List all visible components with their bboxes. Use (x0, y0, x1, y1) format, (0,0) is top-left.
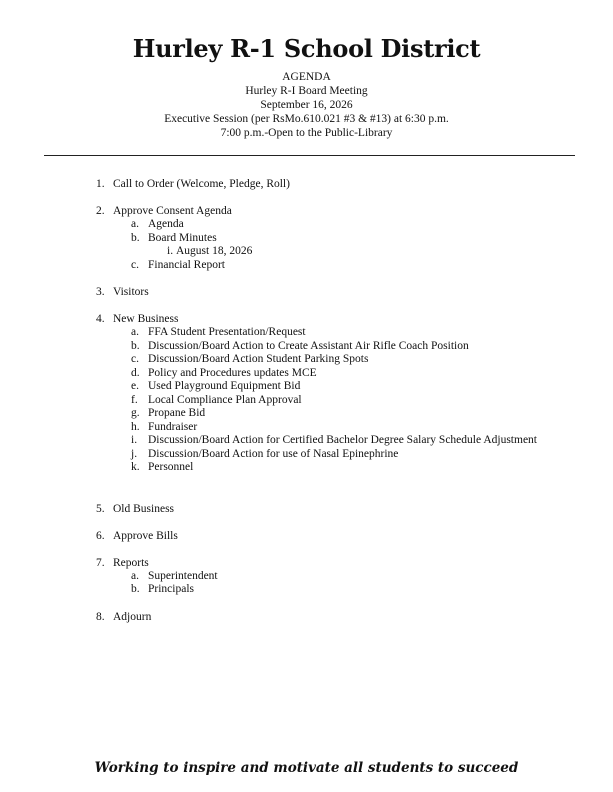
item-number: 4. (96, 313, 105, 325)
agenda-item (0, 610, 613, 624)
meeting-name: Hurley R-I Board Meeting (245, 85, 368, 97)
agenda-subitem (0, 461, 613, 475)
footer-motto: Working to inspire and motivate all students to succeed (94, 760, 519, 776)
subitem-letter: d. (131, 366, 140, 379)
subitem-letter: b. (131, 231, 140, 244)
agenda-subitem (0, 421, 613, 435)
document-header (0, 34, 613, 140)
subitem-label: Discussion/Board Action Student Parking Spots (148, 353, 369, 365)
subitem-label: Local Compliance Plan Approval (148, 393, 302, 406)
agenda-subitem (0, 407, 613, 421)
subitem-label: Agenda (148, 218, 184, 230)
agenda-label: AGENDA (282, 71, 331, 83)
agenda-subitem (0, 367, 613, 381)
item-number: 7. (96, 556, 105, 569)
item-label: Old Business (113, 502, 175, 515)
agenda-subitem (0, 340, 613, 354)
agenda-item (0, 556, 613, 570)
subitem-letter: e. (131, 380, 139, 392)
subitem-label: Financial Report (148, 258, 225, 271)
agenda-subitem (0, 380, 613, 394)
subitem-letter: h. (131, 420, 140, 433)
subitem-letter: f. (131, 393, 138, 406)
subitem-label: Board Minutes (148, 231, 217, 244)
item-label: Reports (113, 556, 149, 569)
agenda-subitem (0, 326, 613, 340)
subitem-letter: j. (131, 447, 138, 460)
agenda-item (0, 177, 613, 191)
item-number: 5. (96, 502, 105, 515)
subitem-label: Propane Bid (148, 407, 206, 419)
subitem-letter: a. (131, 569, 139, 582)
subitem-letter: i. (131, 434, 138, 446)
agenda-subitem (0, 434, 613, 448)
item-number: 8. (96, 610, 105, 623)
subitem-label: FFA Student Presentation/Request (148, 326, 306, 338)
agenda-item (0, 285, 613, 299)
item-number: 6. (96, 529, 105, 542)
subitem-letter: b. (131, 583, 140, 595)
executive-session: Executive Session (per RsMo.610.021 #3 & #13) at 6:30 p.m. (164, 113, 449, 125)
subitem-letter: c. (131, 353, 139, 365)
subitem-label: Superintendent (148, 569, 218, 582)
item-number: 2. (96, 205, 105, 217)
item-number: 1. (96, 178, 105, 190)
agenda-subitem (0, 232, 613, 246)
subitem-label: Discussion/Board Action for use of Nasal Epinephrine (148, 447, 399, 460)
subitem-letter: b. (131, 339, 140, 352)
agenda-subitem (0, 218, 613, 232)
header-divider (44, 155, 575, 156)
item-label: Call to Order (Welcome, Pledge, Roll) (113, 178, 290, 190)
agenda-subitem (0, 353, 613, 367)
agenda-item (0, 529, 613, 543)
open-session: 7:00 p.m.-Open to the Public-Library (220, 127, 393, 139)
subsubitem-letter: i. (167, 245, 174, 257)
agenda-subsubitem (0, 245, 613, 259)
subitem-label: Principals (148, 583, 194, 595)
agenda-subitem (0, 448, 613, 462)
subitem-letter: c. (131, 258, 139, 271)
district-title: Hurley R-1 School District (132, 34, 481, 63)
item-label: Approve Consent Agenda (113, 205, 232, 217)
subitem-letter: a. (131, 326, 139, 338)
item-label: Approve Bills (113, 529, 178, 542)
subitem-label: Policy and Procedures updates MCE (148, 366, 317, 379)
subitem-label: Discussion/Board Action for Certified Bachelor Degree Salary Schedule Adjustment (148, 434, 537, 446)
agenda-item (0, 502, 613, 516)
subitem-letter: a. (131, 218, 139, 230)
subitem-label: Fundraiser (148, 420, 198, 433)
subitem-label: Used Playground Equipment Bid (148, 380, 301, 392)
subsubitem-label: August 18, 2026 (176, 245, 253, 257)
agenda-subitem (0, 583, 613, 597)
subitem-letter: k. (131, 461, 140, 473)
item-label: Adjourn (113, 610, 152, 623)
agenda-subitem (0, 394, 613, 408)
item-label: Visitors (113, 286, 149, 298)
agenda-list (0, 177, 613, 624)
agenda-item (0, 204, 613, 218)
agenda-subitem (0, 570, 613, 584)
subitem-label: Discussion/Board Action to Create Assistant Air Rifle Coach Position (148, 339, 469, 352)
subitem-label: Personnel (148, 461, 194, 473)
agenda-item (0, 312, 613, 326)
subitem-letter: g. (131, 407, 140, 419)
agenda-subitem (0, 259, 613, 273)
item-number: 3. (96, 286, 105, 298)
item-label: New Business (113, 313, 179, 325)
meeting-date: September 16, 2026 (260, 99, 353, 111)
